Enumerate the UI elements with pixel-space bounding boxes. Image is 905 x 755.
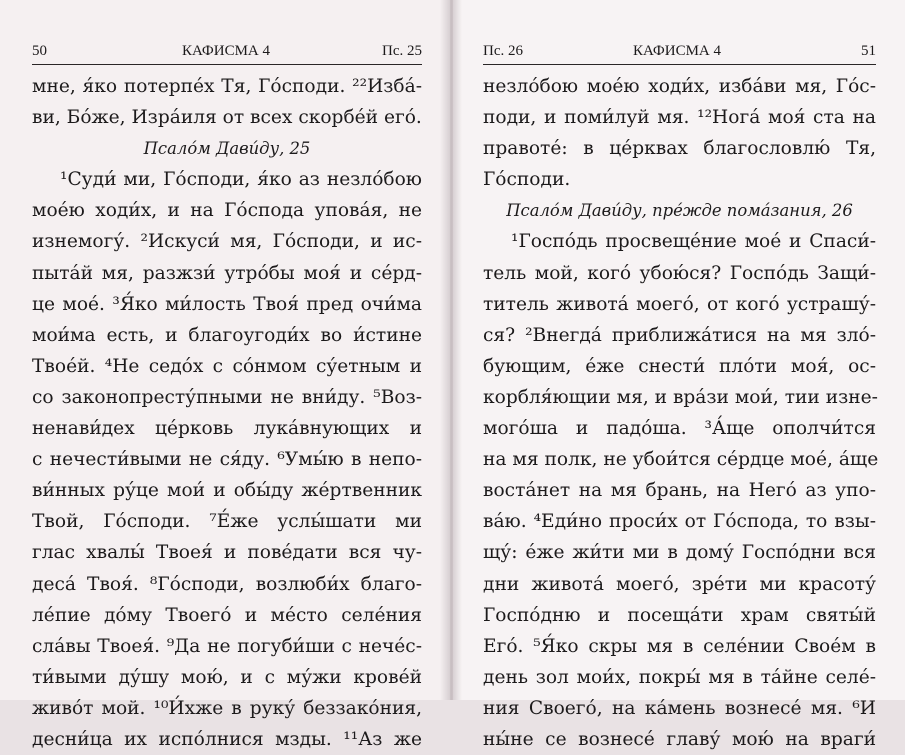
text-line: ти́выми ду́шу мою́, и с му́жи крове́й <box>32 666 422 688</box>
text-line: незло́бою мое́ю ходи́х, изба́ви мя, Го́с- <box>483 76 876 97</box>
text-line: деса́ Твоя́. ⁸Го́споди, возлюби́х благо- <box>32 573 422 595</box>
text-line: глас хвалы́ Твоея́ и пове́дати вся чу- <box>32 542 422 564</box>
right-page-text <box>483 71 879 755</box>
text-line: бующим, е́же снести́ пло́ти моя́, ос- <box>483 355 876 377</box>
text-line: ны́не се вознесе́ главу́ мою́ на враги́ <box>483 728 876 750</box>
text-line: ненави́дех це́рковь лука́внующих и <box>32 418 422 440</box>
text-line: титель живота́ моего́, от кого́ устрашу́- <box>483 293 876 315</box>
text-line: сла́вы Твоея́. ⁹Да не погуби́ши с нече́с- <box>32 635 422 657</box>
text-line: ся? ²Внегда́ приближа́тися на мя зло́- <box>483 324 876 346</box>
text-line: це мое́. ³Я́ко ми́лость Твоя́ пред очи́ма <box>32 293 422 315</box>
left-header-rule <box>32 64 422 65</box>
psalm-heading: Псало́м Дави́ду, 25 <box>143 139 311 159</box>
text-line: воста́нет на мя брань, на Него́ аз упо- <box>483 480 876 502</box>
text-line: поди, и поми́луй мя. ¹²Нога́ моя́ ста на <box>483 107 876 129</box>
text-line: ви́нных ру́це мои́ и обы́ду же́ртвенник <box>32 480 422 502</box>
left-page-header <box>32 43 422 61</box>
text-line: на мя полк, не убои́тся се́рдце мое́, а́ще <box>483 449 879 471</box>
psalm-heading: Псало́м Дави́ду, пре́жде пома́зания, 26 <box>506 201 853 221</box>
text-line: ле́пие до́му Твоего́ и ме́сто селе́ния <box>32 604 422 626</box>
text-line: корбля́ющии мя, и вра́зи мои́, тии изне- <box>483 386 878 408</box>
text-line: ¹Суди́ ми, Го́споди, я́ко аз незло́бою <box>60 169 422 191</box>
right-page-header <box>483 43 876 61</box>
text-line: мое́ю ходи́х, и на Го́спода упова́я, не <box>32 200 422 222</box>
text-line: ¹Госпо́дь просвеще́ние мое́ и Спаси́- <box>511 231 876 253</box>
left-psalm-ref: Пс. 25 <box>382 43 422 59</box>
text-line: Го́споди. <box>483 169 571 191</box>
left-page-text <box>32 71 422 755</box>
text-line: щу́: е́же жи́ти ми в дому́ Госпо́дни вся <box>483 542 876 564</box>
text-line: со законопресту́пными не вни́ду. ⁵Воз- <box>32 386 422 408</box>
text-line: изнемогу́. ²Искуси́ мя, Го́споди, и ис- <box>32 231 422 253</box>
right-page <box>453 0 905 750</box>
text-line: Его́. ⁵Я́ко скры мя в селе́нии Свое́м в <box>483 635 876 657</box>
text-line: Твой, Го́споди. ⁷Е́же услы́шати ми <box>32 511 422 533</box>
text-line: живо́т мой. ¹⁰И́хже в руку́ беззако́ния, <box>32 697 422 719</box>
text-line: правоте́: в це́рквах благословлю́ Тя, <box>483 138 876 160</box>
text-line: тель мой, кого́ убою́ся? Госпо́дь Защи́- <box>483 262 876 284</box>
text-line: Твое́й. ⁴Не седо́х с со́нмом су́етным и <box>32 355 422 377</box>
left-page-number: 50 <box>32 43 47 59</box>
right-psalm-ref: Пс. 26 <box>483 43 523 59</box>
right-running-title: КАФИСМА 4 <box>633 43 722 59</box>
text-line: десни́ца их испо́лнися мзды. ¹¹Аз же <box>32 728 422 750</box>
text-line: день зол мои́х, покры́ мя в та́йне селе́- <box>483 666 876 688</box>
right-page-number: 51 <box>861 43 876 59</box>
left-running-title: КАФИСМА 4 <box>182 43 271 59</box>
text-line: пыта́й мя, разжзи́ утро́бы моя́ и се́рд- <box>32 262 422 284</box>
book-gutter-shadow <box>440 0 462 700</box>
text-line: с нечести́выми не ся́ду. ⁶Умы́ю в непо- <box>32 449 422 471</box>
right-header-rule <box>483 64 876 65</box>
left-page <box>0 0 450 750</box>
text-line: ви, Бо́же, Изра́иля от всех скорбе́й его́. <box>32 107 422 129</box>
text-line: мои́ма есть, и благоугоди́х во и́стине <box>32 324 422 346</box>
text-line: мне, я́ко потерпе́х Тя, Го́споди. ²²Изба́- <box>32 76 422 97</box>
text-line: Госпо́дню и посеща́ти храм святы́й <box>483 604 876 626</box>
text-line: ва́ю. ⁴Еди́но проси́х от Го́спода, то взы- <box>483 511 876 533</box>
text-line: мого́ша и падо́ша. ³А́ще ополчи́тся <box>483 418 876 440</box>
text-line: ния Своего́, на ка́мень вознесе́ мя. ⁶И <box>483 697 876 719</box>
text-line: дни живота́ моего́, зре́ти ми красоту́ <box>483 573 876 595</box>
